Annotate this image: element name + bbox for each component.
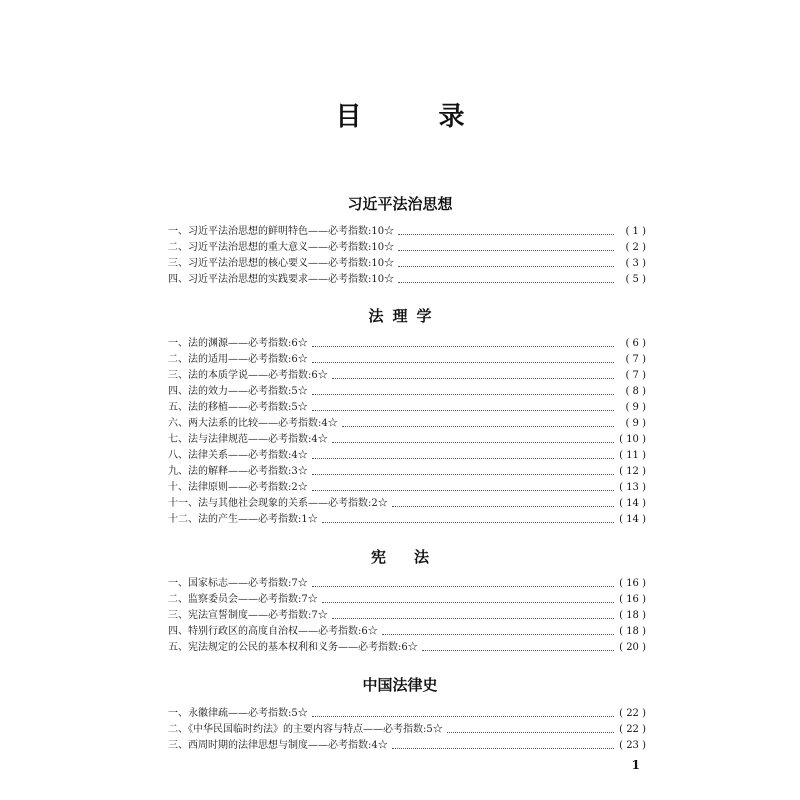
toc-entry-note: ——必考指数:7☆ xyxy=(228,578,308,589)
toc-entry[interactable] xyxy=(168,464,646,480)
toc-list-constitution xyxy=(168,576,646,656)
toc-entry-note: ——必考指数:10☆ xyxy=(308,242,395,253)
toc-entry-title: 五、宪法规定的公民的基本权利和义务 xyxy=(168,642,338,653)
toc-entry-page: ( 9 ) xyxy=(625,402,646,413)
toc-entry-note: ——必考指数:1☆ xyxy=(238,514,318,525)
toc-entry[interactable] xyxy=(168,416,646,432)
dot-leader xyxy=(322,522,614,523)
page-number: 1 xyxy=(631,758,640,772)
toc-entry-page: ( 9 ) xyxy=(625,418,646,429)
toc-entry[interactable] xyxy=(168,576,646,592)
toc-entry[interactable] xyxy=(168,592,646,608)
toc-entry[interactable] xyxy=(168,256,646,272)
toc-entry-page: ( 7 ) xyxy=(625,370,646,381)
toc-entry-page: ( 14 ) xyxy=(619,498,646,509)
toc-entry-title: 三、习近平法治思想的核心要义 xyxy=(168,258,308,269)
toc-entry-title: 四、特别行政区的高度自治权 xyxy=(168,626,298,637)
toc-entry-page: ( 23 ) xyxy=(619,740,646,751)
toc-entry[interactable] xyxy=(168,512,646,528)
toc-entry-page: ( 11 ) xyxy=(619,450,646,461)
toc-entry-note: ——必考指数:5☆ xyxy=(228,402,308,413)
toc-entry-note: ——必考指数:4☆ xyxy=(258,418,338,429)
toc-entry-note: ——必考指数:6☆ xyxy=(338,642,418,653)
toc-entry-page: ( 13 ) xyxy=(619,482,646,493)
toc-list-jurisprudence xyxy=(168,336,646,528)
toc-entry-page: ( 8 ) xyxy=(625,386,646,397)
toc-entry-title: 三、西周时期的法律思想与制度 xyxy=(168,740,308,751)
toc-entry-page: ( 10 ) xyxy=(619,434,646,445)
toc-entry-title: 二、习近平法治思想的重大意义 xyxy=(168,242,308,253)
toc-entry[interactable] xyxy=(168,368,646,384)
dot-leader xyxy=(312,346,614,347)
dot-leader xyxy=(312,474,614,475)
toc-entry[interactable] xyxy=(168,336,646,352)
toc-entry-note: ——必考指数:2☆ xyxy=(228,482,308,493)
toc-entry-title: 一、法的渊源 xyxy=(168,338,228,349)
toc-entry-page: ( 18 ) xyxy=(619,626,646,637)
toc-entry[interactable] xyxy=(168,738,646,754)
dot-leader xyxy=(398,282,614,283)
toc-entry[interactable] xyxy=(168,608,646,624)
toc-entry-page: ( 5 ) xyxy=(625,274,646,285)
toc-entry-title: 十一、法与其他社会现象的关系 xyxy=(168,498,308,509)
toc-entry[interactable] xyxy=(168,496,646,512)
toc-entry[interactable] xyxy=(168,352,646,368)
toc-entry-page: ( 12 ) xyxy=(619,466,646,477)
toc-entry-title: 一、习近平法治思想的鲜明特色 xyxy=(168,226,308,237)
toc-entry-page: ( 7 ) xyxy=(625,354,646,365)
toc-entry-title: 六、两大法系的比较 xyxy=(168,418,258,429)
dot-leader xyxy=(332,618,614,619)
dot-leader xyxy=(332,378,614,379)
toc-entry[interactable] xyxy=(168,432,646,448)
toc-entry-page: ( 20 ) xyxy=(619,642,646,653)
toc-entry[interactable] xyxy=(168,384,646,400)
dot-leader xyxy=(382,634,614,635)
dot-leader xyxy=(447,732,614,733)
toc-entry[interactable] xyxy=(168,272,646,288)
dot-leader xyxy=(312,458,614,459)
toc-entry-note: ——必考指数:3☆ xyxy=(228,466,308,477)
toc-entry-page: ( 18 ) xyxy=(619,610,646,621)
toc-entry-page: ( 1 ) xyxy=(625,226,646,237)
toc-entry-note: ——必考指数:6☆ xyxy=(248,370,328,381)
toc-entry-page: ( 3 ) xyxy=(625,258,646,269)
toc-entry-note: ——必考指数:6☆ xyxy=(298,626,378,637)
section-heading-constitution: 宪法 xyxy=(370,548,457,566)
dot-leader xyxy=(312,362,614,363)
toc-entry[interactable] xyxy=(168,706,646,722)
dot-leader xyxy=(312,716,614,717)
toc-entry-note: ——必考指数:4☆ xyxy=(308,740,388,751)
toc-entry-note: ——必考指数:5☆ xyxy=(228,386,308,397)
toc-entry-title: 一、永徽律疏 xyxy=(168,708,228,719)
dot-leader xyxy=(312,394,614,395)
toc-entry-note: ——必考指数:6☆ xyxy=(228,354,308,365)
toc-entry-page: ( 2 ) xyxy=(625,242,646,253)
dot-leader xyxy=(332,442,614,443)
toc-entry-title: 三、法的本质学说 xyxy=(168,370,248,381)
dot-leader xyxy=(312,490,614,491)
toc-entry[interactable] xyxy=(168,400,646,416)
toc-entry-title: 三、宪法宣誓制度 xyxy=(168,610,248,621)
toc-entry-note: ——必考指数:10☆ xyxy=(308,258,395,269)
toc-entry[interactable] xyxy=(168,224,646,240)
toc-entry-note: ——必考指数:4☆ xyxy=(248,434,328,445)
toc-entry-page: ( 16 ) xyxy=(619,578,646,589)
section-heading-jurisprudence: 法理学 xyxy=(368,307,441,325)
toc-entry-note: ——必考指数:5☆ xyxy=(363,724,443,735)
toc-entry-title: 四、习近平法治思想的实践要求 xyxy=(168,274,308,285)
toc-entry[interactable] xyxy=(168,480,646,496)
section-heading-chinese-legal-history: 中国法律史 xyxy=(362,676,438,694)
toc-entry-page: ( 22 ) xyxy=(619,708,646,719)
toc-list-chinese-legal-history xyxy=(168,706,646,754)
toc-list-xi-jinping-thought xyxy=(168,224,646,288)
dot-leader xyxy=(392,506,614,507)
toc-entry-title: 九、法的解释 xyxy=(168,466,228,477)
dot-leader xyxy=(398,250,614,251)
toc-entry-title: 七、法与法律规范 xyxy=(168,434,248,445)
toc-entry-note: ——必考指数:10☆ xyxy=(308,226,395,237)
toc-entry[interactable] xyxy=(168,240,646,256)
toc-entry-page: ( 6 ) xyxy=(625,338,646,349)
toc-entry-note: ——必考指数:5☆ xyxy=(228,708,308,719)
toc-entry-title: 十二、法的产生 xyxy=(168,514,238,525)
dot-leader xyxy=(322,602,614,603)
toc-entry[interactable] xyxy=(168,624,646,640)
toc-entry-note: ——必考指数:4☆ xyxy=(228,450,308,461)
toc-entry-title: 八、法律关系 xyxy=(168,450,228,461)
dot-leader xyxy=(398,266,614,267)
toc-entry-note: ——必考指数:10☆ xyxy=(308,274,395,285)
toc-entry-title: 五、法的移植 xyxy=(168,402,228,413)
toc-entry[interactable] xyxy=(168,722,646,738)
toc-entry-page: ( 14 ) xyxy=(619,514,646,525)
toc-entry-note: ——必考指数:7☆ xyxy=(248,610,328,621)
dot-leader xyxy=(312,410,614,411)
toc-entry-title: 十、法律原则 xyxy=(168,482,228,493)
toc-entry-title: 四、法的效力 xyxy=(168,386,228,397)
dot-leader xyxy=(342,426,614,427)
toc-entry-title: 二、法的适用 xyxy=(168,354,228,365)
dot-leader xyxy=(422,650,614,651)
toc-entry-page: ( 22 ) xyxy=(619,724,646,735)
toc-entry-title: 二、监察委员会 xyxy=(168,594,238,605)
dot-leader xyxy=(398,234,614,235)
dot-leader xyxy=(392,748,614,749)
toc-entry[interactable] xyxy=(168,448,646,464)
toc-entry-note: ——必考指数:7☆ xyxy=(238,594,318,605)
toc-entry-title: 二、《中华民国临时约法》的主要内容与特点 xyxy=(168,724,363,735)
page-title: 目 录 xyxy=(335,102,499,132)
toc-entry-title: 一、国家标志 xyxy=(168,578,228,589)
dot-leader xyxy=(312,586,614,587)
section-heading-xi-jinping-thought: 习近平法治思想 xyxy=(347,195,453,213)
toc-entry-note: ——必考指数:6☆ xyxy=(228,338,308,349)
toc-entry[interactable] xyxy=(168,640,646,656)
toc-entry-note: ——必考指数:2☆ xyxy=(308,498,388,509)
toc-entry-page: ( 16 ) xyxy=(619,594,646,605)
